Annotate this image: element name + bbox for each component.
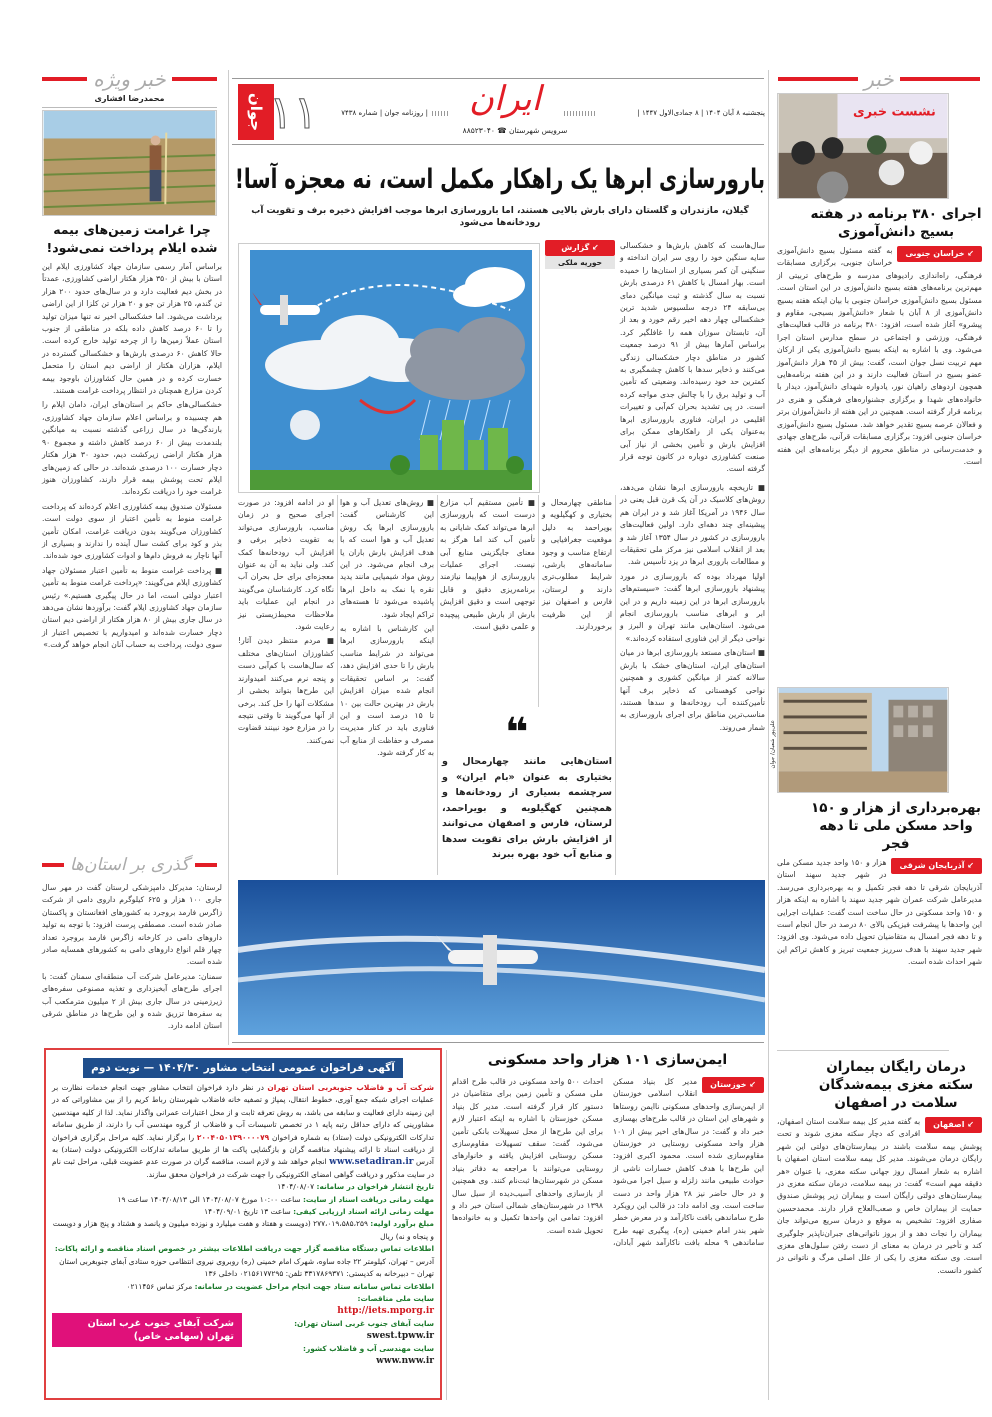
section-title-special-news: خبر ویژه [93,67,166,91]
main-headline: بارورسازی ابرها یک راهکار مکمل است، نه معجزه آسا! [234,164,766,195]
main-body-col2: مناطقی چهارمحال و بختیاری و کهگیلویه و بویراحمد به دلیل موقعیت جغرافیایی و ارتفاع مناسب و وجود سامانه‌های بارشی، شرایط مطلوب‌تری دارند و لرستان، فارس و اصفهان نیز از این ظرفیت برخوردارند. [542,498,612,632]
ad-intro2: را برگزار نماید. کلیه مراحل برگزاری فراخوان از دریافت اسناد تا ارائه پیشنهاد مناقصه گران و بازگشایی پاکت ها از طریق سامانه تدارکات الکترونیکی دولت (ستاد) به آدرس [52,1132,434,1167]
swest-link[interactable]: swest.tpww.ir [366,1331,434,1342]
cloud-seeding-illustration [250,250,532,490]
bottom-headline: ایمن‌سازی ۱۰۱ هزار واحد مسکونی [487,1052,728,1068]
main-subtitle: گیلان، مازندران و گلستان دارای بارش بالایی هستند، اما بارورسازی ابرها موجب افزایش ذخیره برف و تقویت آب رودخانه‌ها می‌شود [251,206,749,228]
report-tag: ↙ گزارش [545,240,615,256]
iets-link[interactable]: http://iets.mporg.ir [337,1306,434,1317]
paper-line: | روزنامه جوان | شماره ۷۴۳۸ [341,109,428,117]
story3-body: ↙ اصفهان به گفته مدیر کل بیمه سلامت استان اصفهان، افرادی که دچار سکته مغزی شوند و تحت پوشش بیمه سلامت باشند در بیمارستان‌های دولتی این شهر رایگان درمان می‌شوند. مدیر کل بیمه سلامت استان اصفهان با اشاره به شعار امسال روز جهانی سکته مغزی، با عنوان «هر دقیقه مهم است» گفت: در بیمه سلامت، درمان سکته مغزی در بیمارستان‌های دولتی رایگان است و بیماران زیر پوشش صندوق حمایت از بیماران خاص و صعب‌العلاج قرار دارند. محمدحسین صفاری افزود: تشخیص به موقع و درمان سریع می‌تواند جان بیماران را نجات دهد و از بروز ناتوانی‌های جبران‌ناپذیر جلوگیری کند و تأخیر در درمان به معنای از دست رفتن سلول‌های مغزی است. وی سکته مغزی را یکی از علل اصلی مرگ و ناتوانی در کشور دانست. [777,1116,982,1277]
svg-text:نشست خبری: نشست خبری [853,104,936,120]
left-headline: چرا غرامت زمین‌های بیمه شده ایلام پرداخت نمی‌شود! [46,222,218,255]
ad-row: تاریخ انتشار فراخوان در سامانه: ۱۴۰۴/۰۸/۰۷ [277,1182,434,1192]
main-body-col1: ■ تاریخچه بارورسازی ابرها نشان می‌دهد، روش‌های کلاسیک در آن یک قرن قبل یعنی در سال ۱۹۴۶ در آمریکا آغاز شد و در ایران هم پیشینه‌ای چند دهه‌ای دارد. اولین فعالیت‌های بارورسازی در کشور در سال ۱۳۵۴ آغاز شد و بعد از انقلاب اسلامی نیز مرکز ملی تحقیقات و مطالعات باروری ابرها در یزد تأسیس شد. اولیا مهرداد بوده که بارورسازی در مورد پیشنهاد بارورسازی ابرها گفت: «سیستم‌های بارورسازی ابرها در این زمینه داریم و در این ابر و ابرهای مناسب بارورسازی انجام می‌شود. استان‌هایی مانند تهران و البرز و نواحی دیگر از این فناوری استفاده کرده‌اند.» ■ استان‌های مستعد بارورسازی ابرها در میان استان‌های ایران، استان‌های خشک با بارش سالانه کمتر از میانگین کشوری و همچنین نواحی کوهستانی که ذخایر برف آنها تأمین‌کننده آب رودخانه‌ها و سدها هستند، مناسب‌ترین مناطق برای اجرای بارورسازی به شمار می‌روند. [620,483,765,732]
setad-link[interactable]: www.setadiran.ir [329,1157,414,1168]
ad-intro: در نظر دارد فراخوان انتخاب مشاور جهت انجام خدمات نظارت بر عملیات اجرای شبکه جمع آوری، خطوط انتقال، پمپاژ و تصفیه خانه فاضلاب شهرستان رباط کریم را از بین مشاوراتی که در این زمینه دارای فعالیت و سابقه می باشد، به روش تعرفه ثابت و از محل اعتبارات عمرانی واگذار نماید. لذا از کلیه مهندسین مشاورینی که دارای حداقل رتبه پایه ۱ در تخصص تاسیسات آب و فاضلاب از گروه مهندسی آب را دارند، از طریق سامانه تدارکات الکترونیکی دولت (ستاد) به شماره فراخوان [52,1083,434,1142]
drone-icon [290,410,320,440]
section-title-provinces: گذری بر استان‌ها [69,855,190,875]
ad-row: اطلاعات تماس دستگاه مناقصه گزار جهت دریافت اطلاعات بیشتر در خصوص اسناد مناقصه و ارائه پاکات: آدرس – تهران، کیلومتر ۲۲ جاده ساوه، شهرک امام خمینی (ره) روبروی نیروی انتظامی حوزه ستادی آبفای جنوبغربی استان تهران – دبیرخانه به کدپستی: ۳۳۱۷۸۶۹۳۷۱ تلفن: ۰۲۱۵۶۱۷۷۲۹۵ داخلی ۱۳۶ [54,1244,434,1279]
story2-body: ↙ آذربایجان شرقی هزار و ۱۵۰ واحد جدید مسکن ملی در شهر جدید سهند استان آذربایجان شرقی تا دهه فجر تکمیل و به بهره‌برداری می‌رسد. مدیرعامل شرکت عمران شهر جدید سهند با اشاره به اینکه هزار و ۱۵۰ واحد مسکونی در حال ساخت است گفت: عملیات اجرایی این واحدها با پیشرفت فیزیکی بالای ۸۰ درصد در حال انجام است و تا دهه فجر امسال به متقاضیان تحویل داده می‌شود. وی افزود: شهر جدید سهند با هدف سرریز جمعیت تبریز و کاهش تراکم این شهر احداث شده است. [777,857,982,969]
airplane-photo [238,880,765,1035]
story1-headline: اجرای ۳۸۰ برنامه در هفته بسیج دانش‌آموزی [810,206,982,240]
tag-south-khorasan: ↙ خراسان جنوبی [897,246,982,262]
bottom-body: ↙ خوزستان مدیر کل بنیاد مسکن انقلاب اسلامی خوزستان از ایمن‌سازی واحدهای مسکونی ناایمن روستاها و شهرهای این استان در قالب طرح‌های بهسازی خبر داد و گفت: در سال‌های اخیر بیش از ۱۰۱ هزار واحد مسکونی روستایی در خوزستان مقاوم‌سازی شده است. محمود اکبری افزود: این طرح‌ها با هدف کاهش خسارات ناشی از حوادث طبیعی مانند زلزله و سیل اجرا می‌شود و در حال حاضر نیز ۲۸ هزار واحد در دست ساخت است. وی ادامه داد: در قالب این رویکرد طرح ساماندهی بافت ناکارآمد و در معرض خطر شهر بندر امام خمینی (ره)، پیگیری تهیه طرح ساماندهی ۹ محله بافت ناکارآمد شهر آبادان، احداث ۵۰۰ واحد مسکونی در قالب طرح اقدام ملی مسکن و تأمین زمین برای متقاضیان در دستور کار قرار گرفته است. مدیر کل بنیاد مسکن خوزستان با اشاره به اینکه اعتبار لازم برای این طرح‌ها از محل تسهیلات بانکی تأمین می‌شود، گفت: سقف تسهیلات مقاوم‌سازی مسکن روستایی افزایش یافته و خانوارهای روستایی می‌توانند با مراجعه به دفاتر بنیاد مسکن در شهرستان‌ها ثبت‌نام کنند. وی همچنین از بازسازی واحدهای آسیب‌دیده از سیل سال ۱۳۹۸ در شهرستان‌های شمالی استان خبر داد و افزود: تمامی این واحدها تکمیل و به خانواده‌ها تحویل شده است. [452,1076,764,1400]
section-title-news: خبر [864,67,894,91]
tender-ad [44,1048,442,1400]
pull-quote: استان‌هایی مانند چهارمحال و بختیاری به عنوان «بام ایران» و سرچشمه بسیاری از رودخانه‌ها و همچنین کهگیلویه و بویراحمد، لرستان، فارس و اصفهان می‌توانند از افزایش بارش برای تقویت سدها و منابع آب خود بهره ببرند [442,756,612,860]
left-body: براساس آمار رسمی سازمان جهاد کشاورزی ایلام این استان با بیش از ۳۵۰ هزار هکتار اراضی کشاورزی، عمدتاً در بخش دیم فعالیت دارد و در سال‌های حدود ۲۰۰ هزار تن گندم، ۲۵ هزار تن جو و ۲۰ هزار تن کلزا از این اراضی برداشت می‌شود. اما خشکسالی اخیر نه تنها میزان تولید را تا ۶۰ درصد کاهش داده بلکه در مناطقی از جنوب استان عملاً زمین‌ها را از چرخه تولید خارج کرده است. حالا کاهش ۶۰ درصدی بارش‌ها و خشکسالی گسترده در ایلام، هزاران هکتار از اراضی دیم استان را متحمل خسارت کرده و در همین حال کشاورزان باوجود بیمه کردن مزارع همچنان در انتظار پرداخت غرامت هستند. خشکسالی‌های حاکم بر استان‌های ایران، دامان ایلام را هم چسبیده و براساس اعلام سازمان جهاد کشاورزی، بارندگی‌ها در سال زراعی گذشته نسبت به میانگین بلندمدت بیش از ۶۰ درصد کاهش داشته و مجموع ۹۰ هزار هکتار اراضی زیرکشت دیم، حدود ۳۰ هزار هکتار دچار خسارت ۱۰۰ درصدی شده‌اند. در حالی که زمین‌های ایلام تحت پوشش بیمه قرار دارند، کشاورزان هنوز غرامت خود را دریافت نکرده‌اند. مسئولان صندوق بیمه کشاورزی اعلام کرده‌اند که پرداخت غرامت منوط به تأمین اعتبار از سوی دولت است. کشاورزان می‌گویند بدون دریافت غرامت، امکان تأمین بذر و کود برای کشت سال آینده را ندارند و بسیاری از آنها ناچار به فروش دام‌ها و ادوات کشاورزی خود شده‌اند. ■ پرداخت غرامت منوط به تأمین اعتبار مسئولان جهاد کشاورزی ایلام می‌گویند: «پرداخت غرامت منوط به تأمین اعتبار دولتی است، اما در حال پیگیری هستیم.» رئیس سازمان جهاد کشاورزی ایلام گفت: برآوردها نشان می‌دهد در سال جاری بیش از ۸۰ هزار هکتار از اراضی دیم استان دچار خسارت شده‌اند و امیدواریم با تخصیص اعتبار از سوی دولت، پرداخت به حساب آنان انجام خواهد گرفت.» [42,262,223,650]
ad-row: مبلغ برآورد اولیه: ۲۷۷،۰۱۹،۵۸۵،۲۵۹ (دویست و هفتاد و هفت میلیارد و نوزده میلیون و پانصد و هشتاد و پنج هزار و دویست و پنجاه و نه) ریال [52,1219,434,1241]
ad-intro3: انجام خواهد شد و لازم است، مناقصه گران در صورت عدم عضویت قبلی، مراحل ثبت نام در سایت مذکور و دریافت گواهی امضای الکترونیکی را جهت شرکت در فراخوان محقق سازند. [52,1157,434,1179]
housing-construction-photo [777,687,949,793]
tag-khuzestan: ↙ خوزستان [702,1077,764,1093]
farmer-photo [42,110,217,216]
ad-row: سایت آبفای جنوب غربی استان تهران: swest.tpww.ir [294,1318,434,1342]
ad-row: مهلت زمانی ارائه اسناد ارزیابی کیفی: ساعت ۱۳ تاریخ ۱۴۰۴/۰۹/۰۱ [204,1207,434,1217]
date-line: پنجشنبه ۸ آبان ۱۴۰۴ | ۸ جمادی‌الاول ۱۴۴۷ | [637,109,765,117]
story3-headline: درمان رایگان بیماران سکته مغزی بیمه‌شدگان سلامت در اصفهان [818,1059,974,1111]
story1-body: ↙ خراسان جنوبی به گفته مسئول بسیج دانش‌آموزی خراسان جنوبی، برگزاری مسابقات فرهنگی، راه‌اندازی رادیوهای مدرسه و طرح‌های تربیتی از مهم‌ترین برنامه‌های هفته بسیج دانش‌آموزی در این استان است. مسئول بسیج دانش‌آموزی خراسان جنوبی با بیان اینکه هفته بسیج دانش‌آموزی از ۸ آبان با شعار «دانش‌آموز بسیجی، مقاوم و پیشرو» آغاز شده است، افزود: ۳۸۰ برنامه در قالب فعالیت‌های فرهنگی، ورزشی و اجتماعی در سطح مدارس استان اجرا می‌شود. وی با اشاره به اینکه بسیج دانش‌آموزی یکی از ارکان مهم تربیت نسل جوان است، گفت: بیش از ۴۵ هزار دانش‌آموز عضو بسیج در استان فعالیت دارند و در این هفته برنامه‌هایی همچون اردوهای راهیان نور، یادواره شهدای دانش‌آموز، دیدار با خانواده‌های شهدا و برگزاری جشنواره‌های فرهنگی و هنری در برنامه قرار گرفته است. همچنین در این هفته از دانش‌آموزان برتر و فعالان عرصه بسیج تقدیر خواهد شد. مسئول بسیج دانش‌آموزی خراسان جنوبی افزود: برگزاری مسابقات قرآنی، طرح‌های جهادی و خدمت‌رسانی در مناطق محروم از دیگر برنامه‌های این هفته است. [777,245,982,468]
author-name: حوریه ملکی [545,256,615,269]
ad-title: آگهی فراخوان عمومی انتخاب مشاور ۱۴۰۴/۳۰ — نوبت دوم [83,1058,403,1078]
paper-logo: جوان [238,84,274,140]
left-author: محمدرضا افشاری [42,93,217,108]
tag-east-azerbaijan: ↙ آذربایجان شرقی [891,858,982,874]
provinces-news: لرستان: مدیرکل دامپزشکی لرستان گفت در مهر سال جاری ۱۰۰ هزار و ۶۲۵ کیلوگرم داروی دامی از شرکت زاگرس فارمد بروجرد به کشورهای افغانستان و پاکستان صادر شده است. مصطفی پرست افزود: با توجه به تولید داروهای دامی در کارخانه زاگرس فارمد بروجرد تعداد چهار قلم انواع داروهای دامی به کشورهای همسایه صادر شده است. سمنان: مدیرعامل شرکت آب منطقه‌ای سمنان گفت: با اجرای طرح‌های آبخیزداری و تغذیه مصنوعی سفره‌های زیرزمینی در سال جاری بیش از ۲ میلیون مترمکعب آب به سفره‌ها تزریق شده و این طرح‌ها در مناطق شرقی استان ادامه دارد. [42,883,222,1031]
main-body-col4: ■ روش‌های تعدیل آب و هوا این کارشناس گفت: بارورسازی ابرها یک روش تعدیل آب و هوا است که با هدف افزایش بارش باران یا برف انجام می‌شود. در این روش مواد شیمیایی مانند یدید نقره یا نمک به داخل ابرها پاشیده می‌شود تا هسته‌های تراکم ایجاد شود. این کارشناس با اشاره به اینکه بارورسازی ابرها می‌تواند در شرایط مناسب بارش را تا حدی افزایش دهد، گفت: بر اساس تحقیقات انجام شده میزان افزایش بارش در بهترین حالت بین ۱۰ تا ۱۵ درصد است و این فناوری باید در کنار مدیریت مصرف و حفاظت از منابع آب به کار گرفته شود. [340,498,434,758]
ad-row: سایت مهندسی آب و فاضلاب کشور: www.nww.ir [302,1343,434,1366]
press-conference-photo [777,93,949,199]
section-title: ایران [468,79,542,119]
quote-mark-icon: ❝ [505,710,529,756]
ad-tender-number: ۲۰۰۴۰۵۰۱۳۹۰۰۰۰۷۹ [196,1132,270,1142]
page-number: ۱۱ [268,85,318,139]
nww-link[interactable]: www.nww.ir [376,1355,434,1366]
ad-signature: شرکت آبفای جنوب غرب استان تهران (سهامی خاص) [52,1313,242,1347]
ad-row: سایت ملی مناقصات: http://iets.mporg.ir [337,1293,434,1317]
ad-row: مهلت زمانی دریافت اسناد از سایت: ساعت ۱۰:۰۰ مورخ ۱۴۰۴/۰۸/۰۷ الی ۱۴۰۴/۰۸/۱۳ ساعت ۱۹ [117,1194,434,1204]
main-intro: سال‌هاست که کاهش بارش‌ها و خشکسالی سایه سنگین خود را روی سر ایران انداخته و سنگینی آن کمر بسیاری از استان‌ها را خمیده است. بهار امسال با کاهش ۶۱ درصدی بارش نسبت به سال گذشته و ثبت میانگین دمای بی‌سابقه ۲۴ درجه سلسیوس شدید ترین خشکسالی چهار دهه اخیر رقم خورد و بعد از آن، تابستان سوزان همه را غافلگیر کرد. براساس آمارها بیش از ۹۱ درصد جمعیت کشور در مناطق دچار خشکسالی زندگی می‌کنند و ذخایر سدها با کاهش چشمگیری به کمترین حد خود رسیده‌اند. وضعیتی که تأمین آب و تولید برق را با چالش جدی مواجه کرده است. در پی تشدید بحران کم‌آبی و تغییرات اقلیمی در ایران، فناوری بارورسازی ابرها به‌عنوان یکی از راهکارهای ممکن برای افزایش بارش و تأمین بخشی از نیاز آبی صنعت کشاورزی دوباره در کانون توجه قرار گرفته است. [620,241,766,474]
tag-isfahan: ↙ اصفهان [925,1117,982,1133]
story2-headline: بهره‌برداری از هزار و ۱۵۰ واحد مسکن ملی تا دهه فجر [811,800,981,852]
service-line: سرویس شهرستان ☎ ۸۸۵۲۳۰۴۰ [462,126,568,135]
main-body-col3: ■ تأمین مستقیم آب مزارع درست است که بارورسازی ابرها می‌تواند کمک شایانی به تأمین آب کند اما هرگز به معنای جایگزینی منابع آبی نیست. اجرای عملیات بارورسازی از هواپیما نیازمند برنامه‌ریزی دقیق و قابل توجهی است و دقیق افزایش بارش از بارش طبیعی پیچیده و علمی دقیق است. [440,498,535,632]
main-body-col5: او در ادامه افزود: در صورت اجرای صحیح و در زمان مناسب، بارورسازی می‌تواند به تقویت ذخایر برفی و افزایش آب رودخانه‌ها کمک کند. ولی نباید به آن به عنوان معجزه‌ای برای حل بحران آب نگاه کرد. کارشناسان می‌گویند در انجام این عملیات باید ملاحظات محیط‌زیستی نیز رعایت شود. ■ مردم منتظر دیدن آثار! کشاورزان استان‌های مختلف که سال‌هاست با کم‌آبی دست و پنجه نرم می‌کنند امیدوارند این طرح‌ها بتواند بخشی از مشکلات آنها را حل کند. برخی از آنها می‌گویند تا وقتی نتیجه را در مزارع خود نبینند قضاوت نمی‌کنند. [238,498,334,745]
ad-company: شرکت آب و فاضلاب جنوبغربی استان تهران [267,1083,435,1092]
ad-row: اطلاعات تماس سامانه ستاد جهت انجام مراحل عضویت در سامانه: مرکز تماس ۰۲۱۱۴۵۶ [126,1281,434,1291]
photo-credit: علی‌پور شعبان/ جوان [770,720,776,769]
